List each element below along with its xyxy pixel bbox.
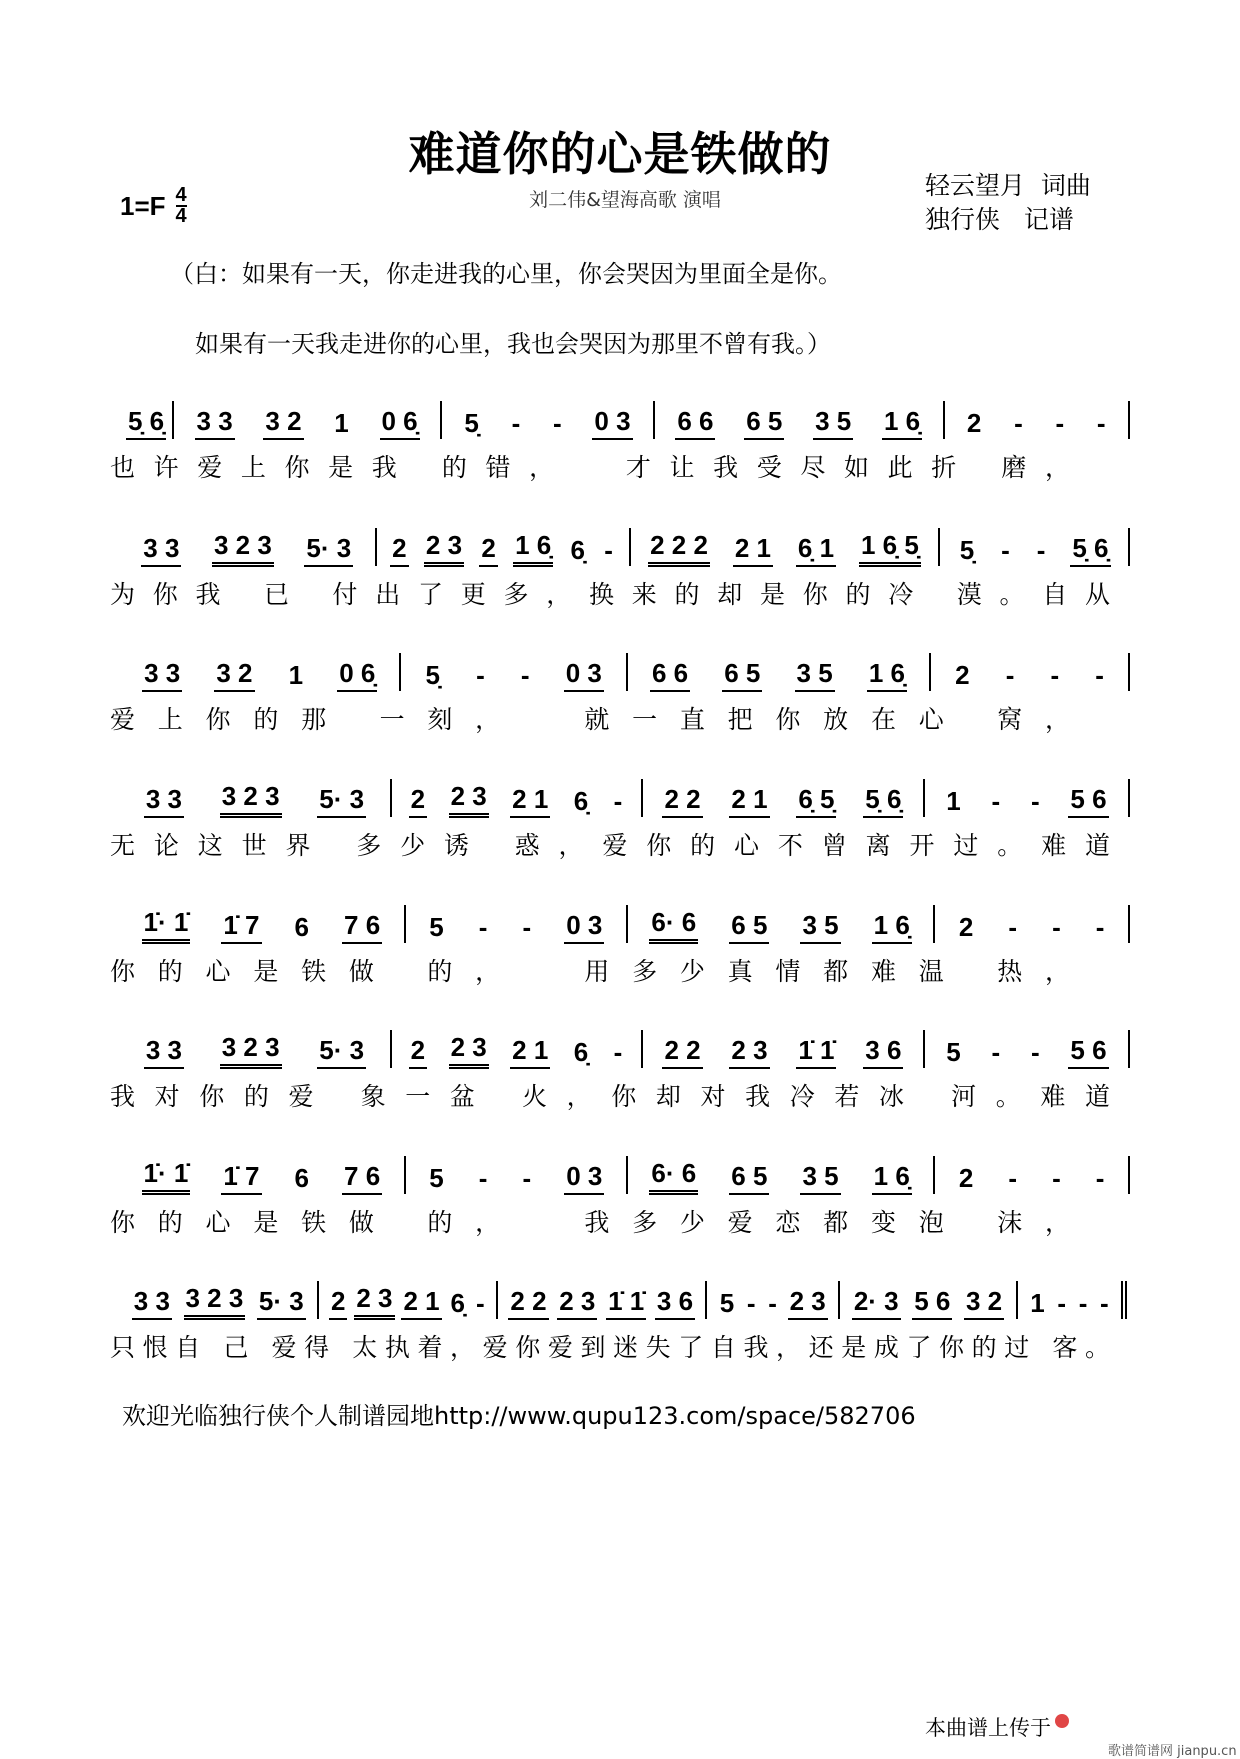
lyric-line: 你的心是铁做 的， 用多少真情都难温 热，: [110, 957, 1070, 986]
measure: [120, 531, 375, 567]
note-group: -: [478, 1163, 488, 1193]
note-group: 2 3: [354, 1284, 394, 1320]
measure: [840, 1287, 1016, 1320]
dialogue-line-2: 如果有一天我走进你的心里，我也会哭因为那里不曾有我。）: [195, 330, 831, 358]
lyric-line: 也许爱上你是我 的错， 才让我受尽如此折 磨，: [110, 453, 1070, 482]
score-row: [110, 400, 1130, 484]
measure: [120, 908, 404, 944]
note-group: 1: [288, 660, 304, 690]
note-group: -: [520, 660, 530, 690]
note-group: 3 5: [800, 911, 840, 944]
note-group: -: [1005, 660, 1015, 690]
note-group: 6 5: [729, 1162, 769, 1195]
measure: [631, 531, 939, 567]
note-group: 7 6: [342, 1162, 382, 1195]
measure: [931, 661, 1128, 692]
note-group: -: [1095, 1163, 1105, 1193]
barline: [1128, 1156, 1130, 1194]
note-group: -: [522, 1163, 532, 1193]
note-group: -: [511, 408, 521, 438]
measure: [392, 1033, 641, 1069]
watermark-site: 歌谱简谱网 jianpu.cn: [1108, 1744, 1237, 1759]
note-group: 2 1: [510, 1036, 550, 1069]
measure: [655, 407, 943, 440]
measure: [925, 785, 1128, 818]
lyric-line: 你的心是铁做 的， 我多少爱恋都变泡 沫，: [110, 1208, 1070, 1237]
measure: [442, 407, 653, 440]
barline: [1128, 779, 1130, 817]
time-top: 4: [175, 184, 187, 206]
note-group: -: [1008, 912, 1018, 942]
note-group: 5̣ 6̣: [1070, 534, 1110, 567]
note-group: 5̣: [425, 660, 440, 690]
note-group: -: [746, 1288, 756, 1318]
watermark-logo-icon: [1055, 1714, 1069, 1728]
measure: [120, 1159, 404, 1195]
note-group: 5̣: [959, 535, 975, 565]
notes-line: [120, 527, 1130, 567]
measure: [935, 913, 1128, 944]
note-group: 2 3: [449, 1033, 489, 1069]
note-group: 5· 3: [317, 1036, 366, 1069]
notes-line: [120, 778, 1130, 818]
note-group: -: [1096, 408, 1106, 438]
note-group: 1 6̣: [882, 407, 922, 440]
note-group: 7 6: [342, 911, 382, 944]
note-group: -: [553, 408, 562, 438]
note-group: -: [522, 912, 532, 942]
lyric-line: 爱上你的那 一刻， 就一直把你放在心 窝，: [110, 705, 1070, 734]
note-group: 2 2 2: [648, 531, 710, 567]
note-group: 1̇ 7: [221, 1162, 261, 1195]
note-group: 5 6: [912, 1287, 952, 1320]
lyric-line: 为你我 已 付出了更多，换来的却是你的冷 漠。自从: [110, 580, 1110, 609]
note-group: 0 6̣: [380, 407, 420, 440]
performer: 刘二伟&望海高歌 演唱: [529, 189, 721, 211]
note-group: 0 3: [564, 659, 604, 692]
note-group: 5 6: [1068, 1036, 1108, 1069]
note-group: 3 2: [263, 407, 303, 440]
measure: [925, 1036, 1128, 1069]
score-row: [110, 778, 1130, 862]
note-group: 5: [429, 912, 444, 942]
measure: [643, 785, 923, 818]
measure: [628, 908, 933, 944]
note-group: -: [613, 1037, 623, 1067]
measure: [940, 534, 1128, 567]
note-group: -: [1052, 912, 1061, 942]
song-title: 难道你的心是铁做的: [408, 129, 832, 180]
note-group: -: [1078, 1288, 1088, 1318]
note-group: 6 5: [744, 407, 784, 440]
note-group: 5· 3: [257, 1287, 306, 1320]
dialogue-line-1: （白：如果有一天，你走进我的心里，你会哭因为里面全是你。: [170, 260, 842, 288]
measure: [945, 409, 1128, 440]
note-group: 1: [946, 786, 961, 816]
note-group: 1̇· 1̇: [142, 1159, 191, 1195]
note-group: 2: [390, 534, 408, 567]
note-group: 2 2: [662, 785, 702, 818]
score-row: [110, 1280, 1130, 1364]
note-group: 3 3: [144, 1036, 184, 1069]
measure: [120, 782, 390, 818]
note-group: 6̣: [570, 535, 585, 565]
note-group: 1 6̣: [513, 531, 553, 567]
note-group: 0 6̣: [337, 659, 377, 692]
note-group: 2 3: [557, 1287, 597, 1320]
score-row: [110, 652, 1130, 736]
barline: [1128, 401, 1130, 439]
note-group: 6̣: [450, 1288, 466, 1318]
note-group: 3 2 3: [220, 782, 282, 818]
note-group: 1 6̣: [872, 911, 912, 944]
note-group: 6 6: [675, 407, 715, 440]
measure: [406, 911, 626, 944]
note-group: 5: [946, 1037, 961, 1067]
note-group: -: [1052, 1163, 1061, 1193]
note-group: 1̇ 7: [221, 911, 261, 944]
barline: [1128, 653, 1130, 691]
lyric-line: 我对你的爱 象一盆 火，你却对我冷若冰 河。难道: [110, 1082, 1110, 1111]
note-group: 3 5: [795, 659, 835, 692]
note-group: 3 6: [655, 1287, 695, 1320]
barline: [1128, 528, 1130, 566]
note-group: 1̇ 1̇: [796, 1036, 836, 1069]
note-group: 2 3: [424, 531, 464, 567]
note-group: 5 6: [1068, 785, 1108, 818]
note-group: 1 6̣: [872, 1162, 912, 1195]
note-group: 5: [429, 1163, 444, 1193]
note-group: -: [1014, 408, 1023, 438]
note-group: 2: [409, 785, 427, 818]
measure: [319, 1284, 496, 1320]
measure: [628, 659, 929, 692]
score-row: [110, 904, 1130, 988]
note-group: 6· 6: [649, 1159, 698, 1195]
barline: [1128, 1030, 1130, 1068]
note-group: 3 3: [132, 1287, 172, 1320]
note-group: 5̣ 6̣: [126, 407, 166, 440]
note-group: -: [991, 1037, 1001, 1067]
note-group: 1̇· 1̇: [142, 908, 191, 944]
note-group: -: [991, 786, 1001, 816]
lyric-line: 只恨自 己 爱得 太执着，爱你爱到迷失了自我，还是成了你的过 客。: [110, 1333, 1110, 1362]
note-group: 6 5: [729, 911, 769, 944]
note-group: 3 3: [142, 659, 182, 692]
measure: [498, 1287, 705, 1320]
measure: [628, 1159, 933, 1195]
measure: [120, 407, 172, 440]
note-group: -: [768, 1288, 777, 1318]
note-group: 6̣: [573, 786, 589, 816]
score-row: [110, 1029, 1130, 1113]
note-group: 6: [294, 1163, 310, 1193]
note-group: 6̣ 1: [796, 534, 836, 567]
note-group: 2 1: [510, 785, 550, 818]
measure: [401, 659, 625, 692]
notes-line: [120, 904, 1130, 944]
note-group: 2: [955, 660, 970, 690]
note-group: -: [1036, 535, 1046, 565]
note-group: 5· 3: [317, 785, 366, 818]
note-group: -: [478, 912, 488, 942]
note-group: 2: [966, 408, 982, 438]
note-group: 2: [958, 912, 974, 942]
final-barline: [1121, 1281, 1130, 1319]
note-group: 6 5: [722, 659, 762, 692]
measure: [707, 1287, 838, 1320]
notes-line: [120, 1280, 1130, 1320]
note-group: 3 2 3: [220, 1033, 282, 1069]
note-group: 2· 3: [852, 1287, 901, 1320]
note-group: 3 2: [214, 659, 254, 692]
note-group: 2: [479, 534, 497, 567]
note-group: 6: [294, 912, 310, 942]
note-group: 3 5: [813, 407, 853, 440]
note-group: -: [1030, 1037, 1040, 1067]
note-group: 1 6̣ 5̣: [859, 531, 921, 567]
note-group: -: [1057, 1288, 1067, 1318]
note-group: 1 6̣: [867, 659, 907, 692]
score-row: [110, 1155, 1130, 1239]
score-row: [110, 527, 1130, 611]
watermark-upload-text: 本曲谱上传于: [925, 1716, 1051, 1740]
credit-lyrics-music: 轻云望月 词曲: [925, 171, 1091, 200]
note-group: 0 3: [592, 407, 632, 440]
notes-line: [120, 1029, 1130, 1069]
note-group: -: [1095, 660, 1104, 690]
credit-transcriber: 独行侠 记谱: [925, 205, 1074, 234]
note-group: 3 2 3: [212, 531, 274, 567]
barline: [1128, 905, 1130, 943]
note-group: 2 1: [401, 1287, 441, 1320]
note-group: 3 3: [144, 785, 184, 818]
note-group: -: [476, 660, 485, 690]
measure: [174, 407, 440, 440]
note-group: -: [1050, 660, 1060, 690]
key: 1=F: [120, 190, 166, 221]
note-group: -: [1100, 1288, 1109, 1318]
note-group: 5: [719, 1288, 735, 1318]
footer-text: 欢迎光临独行侠个人制谱园地http://www.qupu123.com/space/582706: [122, 1402, 916, 1430]
measure: [643, 1036, 923, 1069]
measure: [120, 659, 399, 692]
time-bottom: 4: [175, 205, 187, 227]
note-group: 3 3: [141, 534, 181, 567]
note-group: 2 1: [733, 534, 773, 567]
note-group: 6· 6: [649, 908, 698, 944]
note-group: 0 3: [564, 911, 604, 944]
note-group: -: [1001, 535, 1010, 565]
note-group: -: [1095, 912, 1105, 942]
note-group: 2: [409, 1036, 427, 1069]
note-group: 2: [329, 1287, 347, 1320]
note-group: 3 6: [863, 1036, 903, 1069]
note-group: -: [1008, 1163, 1018, 1193]
note-group: 3 5: [800, 1162, 840, 1195]
note-group: 2 3: [449, 782, 489, 818]
note-group: 3 2: [964, 1287, 1004, 1320]
note-group: -: [613, 786, 623, 816]
note-group: 2 1: [729, 785, 769, 818]
note-group: 3 2 3: [184, 1284, 246, 1320]
note-group: 1̇ 1̇: [606, 1287, 646, 1320]
note-group: 2: [958, 1163, 974, 1193]
note-group: 1: [1030, 1288, 1045, 1318]
note-group: 5̣: [464, 408, 479, 438]
note-group: 2 3: [729, 1036, 769, 1069]
note-group: 2 2: [662, 1036, 702, 1069]
measure: [406, 1162, 626, 1195]
measure: [120, 1033, 390, 1069]
note-group: -: [1055, 408, 1065, 438]
note-group: 0 3: [564, 1162, 604, 1195]
notes-line: [120, 1155, 1130, 1195]
measure: [392, 782, 641, 818]
note-group: 2 2: [508, 1287, 548, 1320]
notes-line: [120, 652, 1130, 692]
measure: [377, 531, 629, 567]
measure: [120, 1284, 317, 1320]
note-group: -: [604, 535, 613, 565]
note-group: 5̣ 6̣: [863, 785, 903, 818]
note-group: -: [1030, 786, 1040, 816]
note-group: 5· 3: [304, 534, 353, 567]
measure: [935, 1164, 1128, 1195]
measure: [1018, 1289, 1121, 1320]
lyric-line: 无论这世界 多少诱 惑，爱你的心不曾离开过。难道: [110, 831, 1110, 860]
note-group: -: [475, 1288, 485, 1318]
note-group: 6̣: [573, 1037, 589, 1067]
note-group: 3 3: [195, 407, 235, 440]
note-group: 6 6: [650, 659, 690, 692]
notes-line: [120, 400, 1130, 440]
note-group: 6̣ 5̣: [796, 785, 836, 818]
note-group: 2 3: [788, 1287, 828, 1320]
note-group: 1: [334, 408, 349, 438]
